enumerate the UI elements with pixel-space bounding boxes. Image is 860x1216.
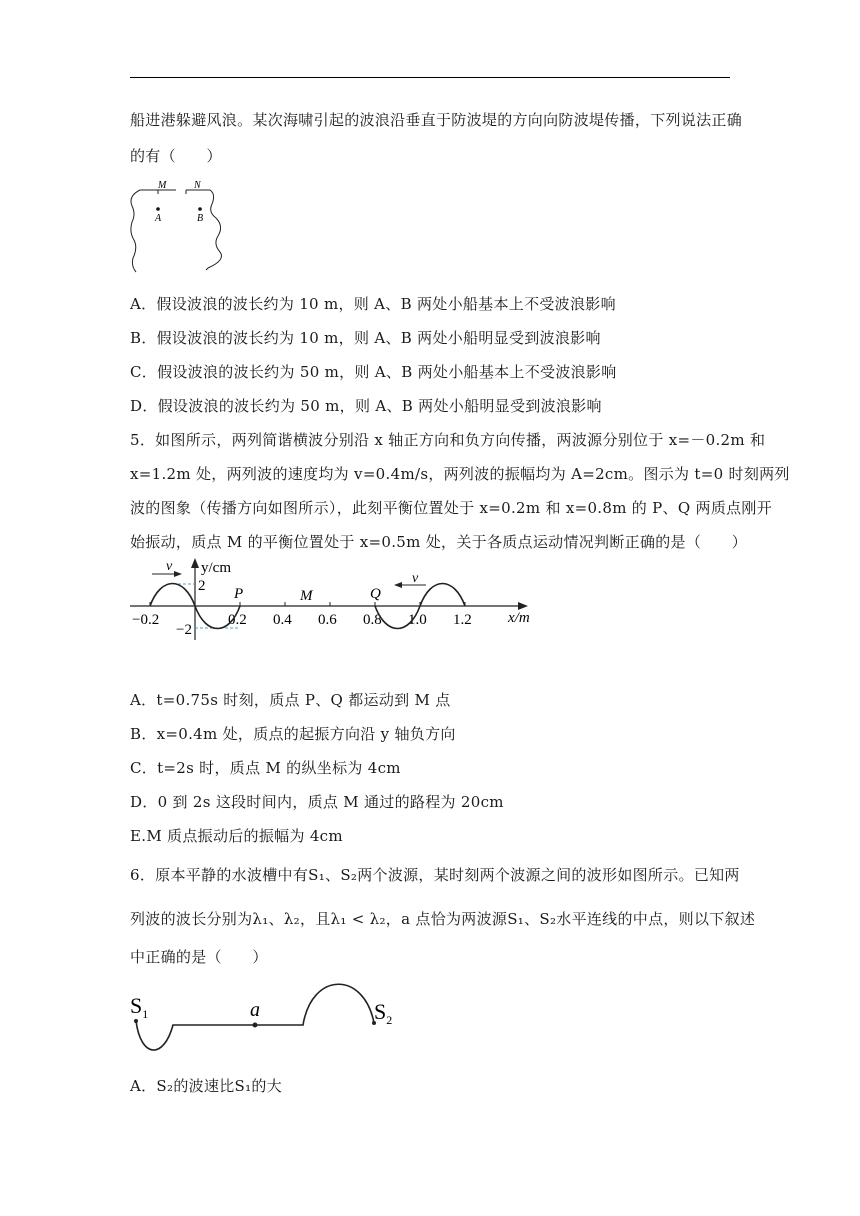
x-tick-0.6: 0.6: [318, 612, 337, 628]
y-axis-arrow: [191, 558, 199, 568]
q5-option-b: B．x=0.4m 处，质点的起振方向沿 y 轴负方向: [130, 725, 456, 743]
y-tick-2: 2: [198, 578, 206, 594]
point-M-label: M: [300, 588, 313, 604]
y-tick-neg2: −2: [176, 622, 192, 638]
source-waveform-figure: [128, 975, 398, 1061]
label-M: M: [158, 180, 167, 191]
x-axis-label: x/m: [508, 610, 530, 626]
point-Q-label: Q: [370, 586, 381, 602]
q4-option-b: B．假设波浪的波长约为 10 m，则 A、B 两处小船明显受到波浪影响: [130, 329, 601, 347]
q5-option-e: E.M 质点振动后的振幅为 4cm: [130, 827, 343, 845]
y-axis-label: y/cm: [201, 560, 231, 576]
x-tick-1.0: 1.0: [408, 612, 427, 628]
question-intro-line-1: 船进港躲避风浪。某次海啸引起的波浪沿垂直于防波堤的方向向防波堤传播，下列说法正确: [130, 111, 743, 129]
x-tick-1.2: 1.2: [453, 612, 472, 628]
header-rule: [130, 77, 730, 78]
q5-stem-line-4: 始振动，质点 M 的平衡位置处于 x=0.5m 处，关于各质点运动情况判断正确的是（ ）: [130, 533, 748, 551]
q6-stem-line-1: 6．原本平静的水波槽中有S₁、S₂两个波源，某时刻两个波源之间的波形如图所示。已知两: [130, 866, 740, 884]
q4-option-c: C．假设波浪的波长约为 50 m，则 A、B 两处小船基本上不受波浪影响: [130, 363, 617, 381]
x-tick-0.8: 0.8: [363, 612, 382, 628]
wave-graph-figure: [128, 556, 548, 648]
q4-option-a: A．假设波浪的波长约为 10 m，则 A、B 两处小船基本上不受波浪影响: [130, 295, 616, 313]
x-axis-arrow: [518, 602, 528, 610]
s2-label: $S_2$: [374, 999, 393, 1027]
s1-label: $S_1$: [130, 993, 149, 1021]
q5-stem-line-3: 波的图象（传播方向如图所示），此刻平衡位置处于 x=0.2m 和 x=0.8m 的 P、Q 两质点刚开: [130, 499, 773, 517]
label-B: B: [197, 213, 204, 224]
x-tick-neg0.2: −0.2: [132, 612, 160, 628]
a-label: a: [250, 999, 260, 1021]
q6-stem-line-2: 列波的波长分别为λ₁、λ₂，且λ₁ < λ₂，a 点恰为两波源S₁、S₂水平连线的中点，则以下叙述: [130, 910, 756, 928]
velocity-right-label: v: [412, 571, 419, 586]
q5-option-d: D．0 到 2s 这段时间内，质点 M 通过的路程为 20cm: [130, 793, 504, 811]
question-intro-line-2: 的有（ ）: [130, 147, 222, 165]
q5-option-c: C．t=2s 时，质点 M 的纵坐标为 4cm: [130, 759, 401, 777]
x-tick-0.2: 0.2: [228, 612, 247, 628]
q5-stem-line-1: 5．如图所示，两列简谐横波分别沿 x 轴正方向和负方向传播，两波源分别位于 x=－0.2m 和: [130, 431, 766, 449]
point-B: [198, 207, 202, 211]
q6-stem-line-3: 中正确的是（ ）: [130, 948, 268, 966]
label-N: N: [194, 180, 201, 191]
point-P-label: P: [234, 586, 244, 602]
q5-stem-line-2: x=1.2m 处，两列波的速度均为 v=0.4m/s，两列波的振幅均为 A=2cm。图示为 t=0 时刻两列: [130, 465, 790, 483]
harbor-figure: [128, 178, 238, 278]
label-A: A: [155, 213, 162, 224]
q5-option-a: A．t=0.75s 时刻，质点 P、Q 都运动到 M 点: [130, 691, 451, 709]
midpoint-a: [253, 1023, 258, 1028]
velocity-left-label: v: [166, 559, 173, 574]
x-tick-0.4: 0.4: [273, 612, 292, 628]
q4-option-d: D．假设波浪的波长约为 50 m，则 A、B 两处小船明显受到波浪影响: [130, 397, 602, 415]
point-A: [156, 207, 160, 211]
q6-option-a: A．S₂的波速比S₁的大: [130, 1077, 283, 1095]
